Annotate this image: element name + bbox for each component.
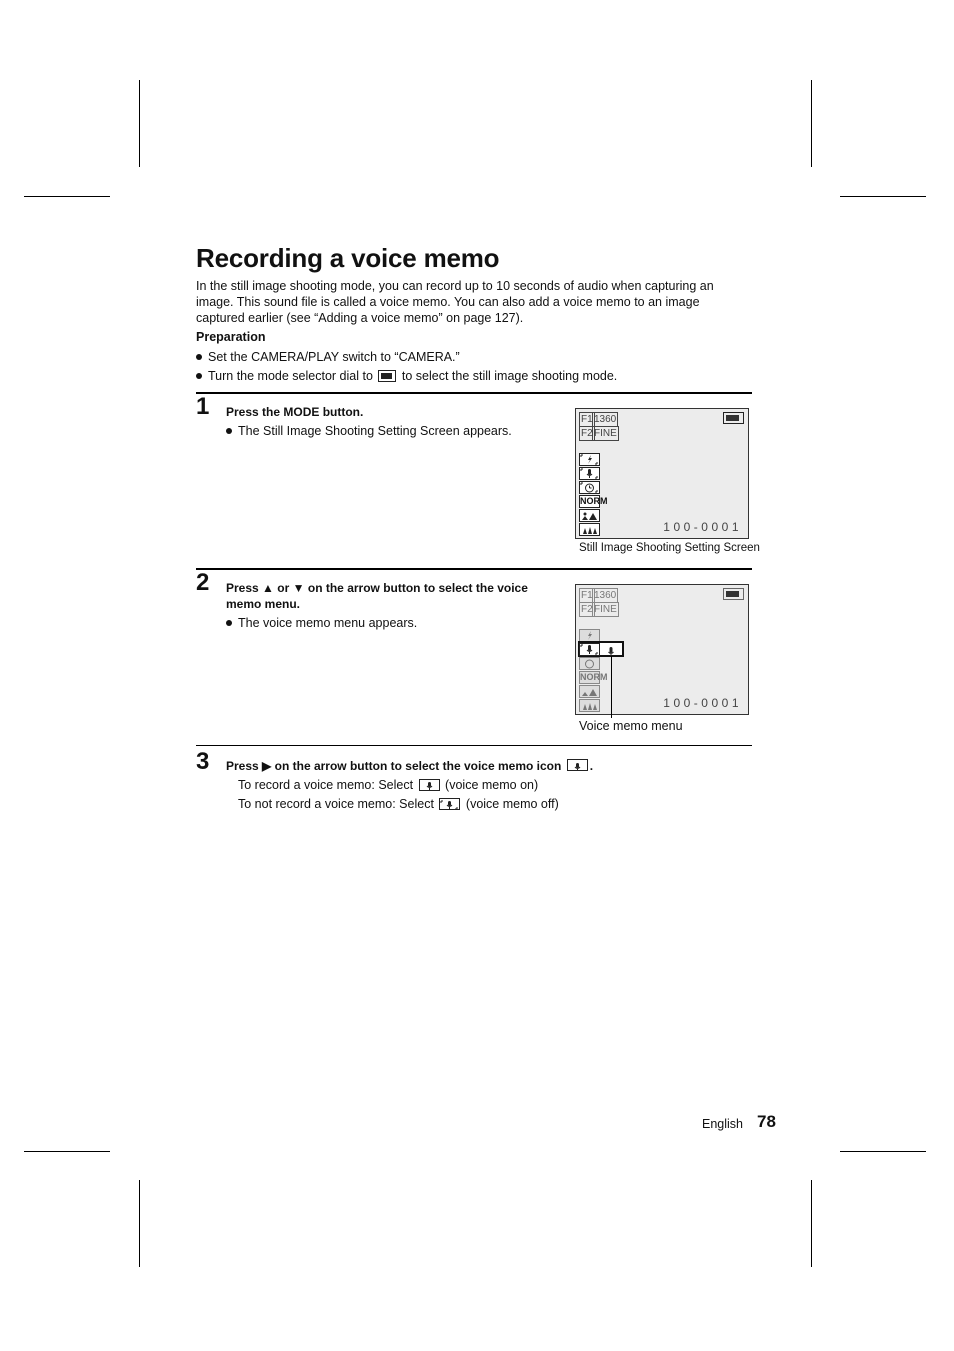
lcd-screen-voice-memo [575, 584, 749, 715]
bullet-dot [196, 373, 202, 379]
file-counter: 100-0001 [663, 696, 742, 710]
step-bullet [226, 616, 417, 630]
step-title [226, 758, 593, 774]
step-title-text: on the arrow button to select the voice memo icon [274, 759, 562, 773]
step-bullet [226, 424, 512, 438]
bullet-dot [196, 354, 202, 360]
f1-label: F1 [581, 414, 593, 425]
crop-mark [139, 1180, 140, 1267]
footer-language: English [702, 1117, 743, 1131]
arrow-up-icon: ▲ [262, 581, 274, 595]
voice-memo-icon [579, 467, 600, 480]
instruction-text: (voice memo off) [465, 797, 559, 811]
quality-value: FINE [594, 604, 617, 615]
focus-icon [579, 699, 600, 712]
self-timer-icon [579, 657, 600, 670]
step-number: 2 [196, 569, 210, 596]
resolution-value: 1360 [594, 590, 617, 601]
self-timer-icon [579, 481, 600, 494]
lcd-screen-setting [575, 408, 749, 539]
preparation-item-text: Turn the mode selector dial to [208, 369, 373, 383]
crop-mark [24, 1151, 110, 1152]
preparation-item [196, 350, 460, 364]
file-counter: 100-0001 [663, 520, 742, 534]
instruction-line [238, 797, 559, 811]
step-title-text: or [277, 581, 290, 595]
step-title [226, 580, 556, 612]
step-number: 1 [196, 393, 210, 420]
f2-label: F2 [581, 428, 593, 439]
callout-line [611, 656, 612, 718]
step-title-text: memo menu. [226, 597, 301, 611]
preparation-heading: Preparation [196, 330, 266, 344]
f2-label: F2 [581, 604, 593, 615]
focus-icon [579, 523, 600, 536]
resolution-value: 1360 [594, 414, 617, 425]
voice-memo-on-icon [419, 779, 440, 791]
instruction-line [238, 778, 538, 792]
norm-icon: NORM [580, 672, 608, 682]
preparation-item-text: Set the CAMERA/PLAY switch to “CAMERA.” [208, 350, 460, 364]
f1-label: F1 [581, 590, 593, 601]
battery-icon [723, 588, 744, 600]
step-title-text: on the arrow button to select the voice [307, 581, 528, 595]
crop-mark [811, 80, 812, 167]
battery-icon [723, 412, 744, 424]
section-rule [196, 568, 752, 570]
arrow-right-icon: ▶ [262, 759, 272, 773]
arrow-down-icon: ▼ [292, 581, 305, 595]
section-rule [196, 745, 752, 746]
crop-mark [139, 80, 140, 167]
bullet-dot [226, 620, 232, 626]
crop-mark [811, 1180, 812, 1267]
page-number: 78 [757, 1112, 776, 1131]
screen-caption: Voice memo menu [579, 719, 683, 733]
step-title: Press the MODE button. [226, 405, 364, 419]
step-bullet-text: The Still Image Shooting Setting Screen appears. [238, 424, 512, 438]
instruction-text: To not record a voice memo: Select [238, 797, 434, 811]
screen-caption: Still Image Shooting Setting Screen [579, 542, 760, 554]
voice-memo-off-icon [439, 798, 460, 810]
crop-mark [840, 196, 926, 197]
section-rule [196, 392, 752, 394]
step-number: 3 [196, 748, 210, 775]
voice-memo-icon [567, 759, 588, 771]
step-title-text: . [589, 759, 594, 773]
crop-mark [24, 196, 110, 197]
page-title: Recording a voice memo [196, 243, 500, 273]
quality-value: FINE [594, 428, 617, 439]
preparation-item [196, 369, 617, 383]
still-camera-icon [378, 370, 396, 382]
instruction-text: (voice memo on) [445, 778, 539, 792]
step-title-text: Press [226, 581, 259, 595]
flash-icon [579, 453, 600, 466]
scene-icon [579, 685, 600, 698]
scene-icon [579, 509, 600, 522]
intro-paragraph: In the still image shooting mode, you can record up to 10 seconds of audio when capturing an image. This sound file is called a voice memo. You can also add a voice memo to an image captured earlier (see “Adding a voice memo” on page 127). [196, 279, 714, 325]
norm-icon: NORM [580, 496, 608, 506]
voice-memo-off-icon [579, 643, 600, 656]
bullet-dot [226, 428, 232, 434]
step-bullet-text: The voice memo menu appears. [238, 616, 418, 630]
instruction-text: To record a voice memo: Select [238, 778, 414, 792]
crop-mark [840, 1151, 926, 1152]
step-title-text: Press [226, 759, 259, 773]
preparation-item-text: to select the still image shooting mode. [401, 369, 618, 383]
